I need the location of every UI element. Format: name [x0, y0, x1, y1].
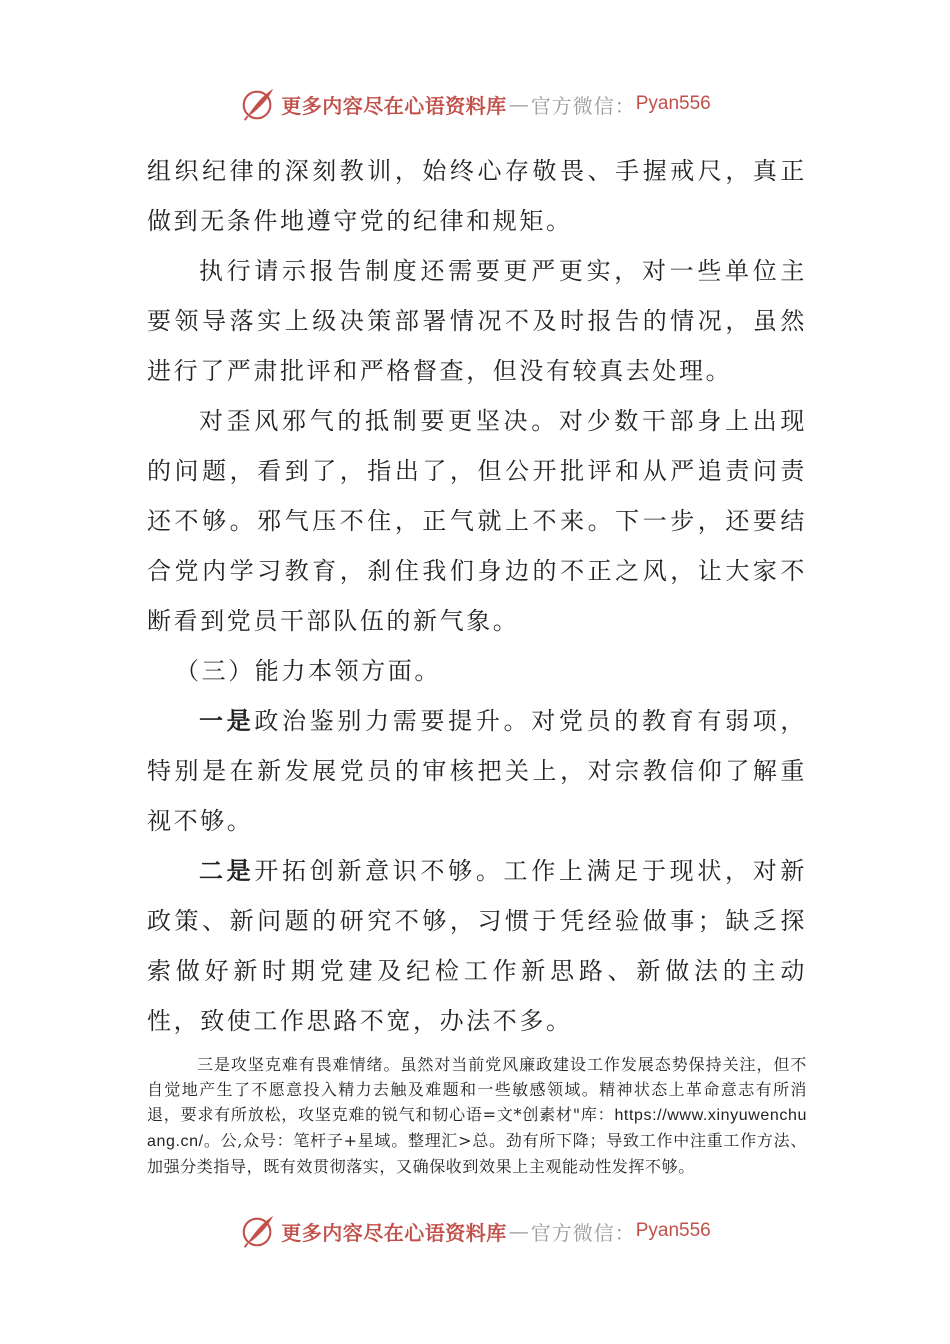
banner-wechat-id: Pyan556	[635, 93, 711, 114]
footer-banner	[0, 1209, 950, 1253]
banner-main-text: 更多内容尽在心语资料库	[281, 93, 507, 118]
banner-wechat-label: 官方微信：	[530, 1220, 636, 1245]
banner-dash: —	[508, 1219, 529, 1243]
paragraph-2: 执行请示报告制度还需要更严更实，对一些单位主要领导落实上级决策部署情况不及时报告的情况，虽然进行了严肃批评和严格督查，但没有较真去处理。	[147, 257, 807, 385]
banner-wechat-label: 官方微信：	[530, 93, 636, 118]
paragraph-6-text-b: 。公,众号：笔杆子+星域。整理汇>总。劲有所下降；导致工作中注重工作方法、加强分类指导，既有效贯彻落实，又确保收到效果上主观能动性发挥不够。	[147, 1131, 807, 1176]
paragraph-3: 对歪风邪气的抵制要更坚决。对少数干部身上出现的问题，看到了，指出了，但公开批评和从严追责问责还不够。邪气压不住，正气就上不来。下一步，还要结合党内学习教育，刹住我们身边的不正之风，让大家不断看到党员干部队伍的新气象。	[147, 407, 807, 635]
paragraph-6	[147, 1052, 807, 1179]
header-banner	[0, 82, 950, 126]
paragraph-4	[147, 696, 807, 846]
paragraph-5	[147, 846, 807, 1046]
paragraph-5-lead: 二是	[199, 856, 255, 885]
paragraph-4-text: 政治鉴别力需要提升。对党员的教育有弱项，特别是在新发展党员的审核把关上，对宗教信仰了解重视不够。	[147, 707, 807, 835]
quill-pen-logo-icon	[239, 85, 277, 123]
paragraph-6-url: https://www.xinyuwenchuang.cn/	[147, 1107, 807, 1150]
section-heading-3: （三）能力本领方面。	[175, 657, 441, 685]
banner-dash: —	[508, 92, 529, 116]
paragraph-6-text-a: 三是攻坚克难有畏难情绪。虽然对当前党风廉政建设工作发展态势保持关注，但不自觉地产生了不愿意投入精力去触及难题和一些敏感领域。精神状态上革命意志有所消退，要求有所放松，攻坚克难的锐气和韧心语=文*创素材"库：	[147, 1055, 807, 1124]
banner-main-text: 更多内容尽在心语资料库	[281, 1220, 507, 1245]
paragraph-5-text: 开拓创新意识不够。工作上满足于现状，对新政策、新问题的研究不够，习惯于凭经验做事；缺乏探索做好新时期党建及纪检工作新思路、新做法的主动性，致使工作思路不宽，办法不多。	[147, 857, 807, 1035]
paragraph-4-lead: 一是	[199, 706, 255, 735]
document-body	[147, 146, 807, 1179]
quill-pen-logo-icon	[239, 1212, 277, 1250]
paragraph-1: 组织纪律的深刻教训，始终心存敬畏、手握戒尺，真正做到无条件地遵守党的纪律和规矩。	[147, 157, 807, 235]
banner-wechat-id: Pyan556	[635, 1220, 711, 1241]
